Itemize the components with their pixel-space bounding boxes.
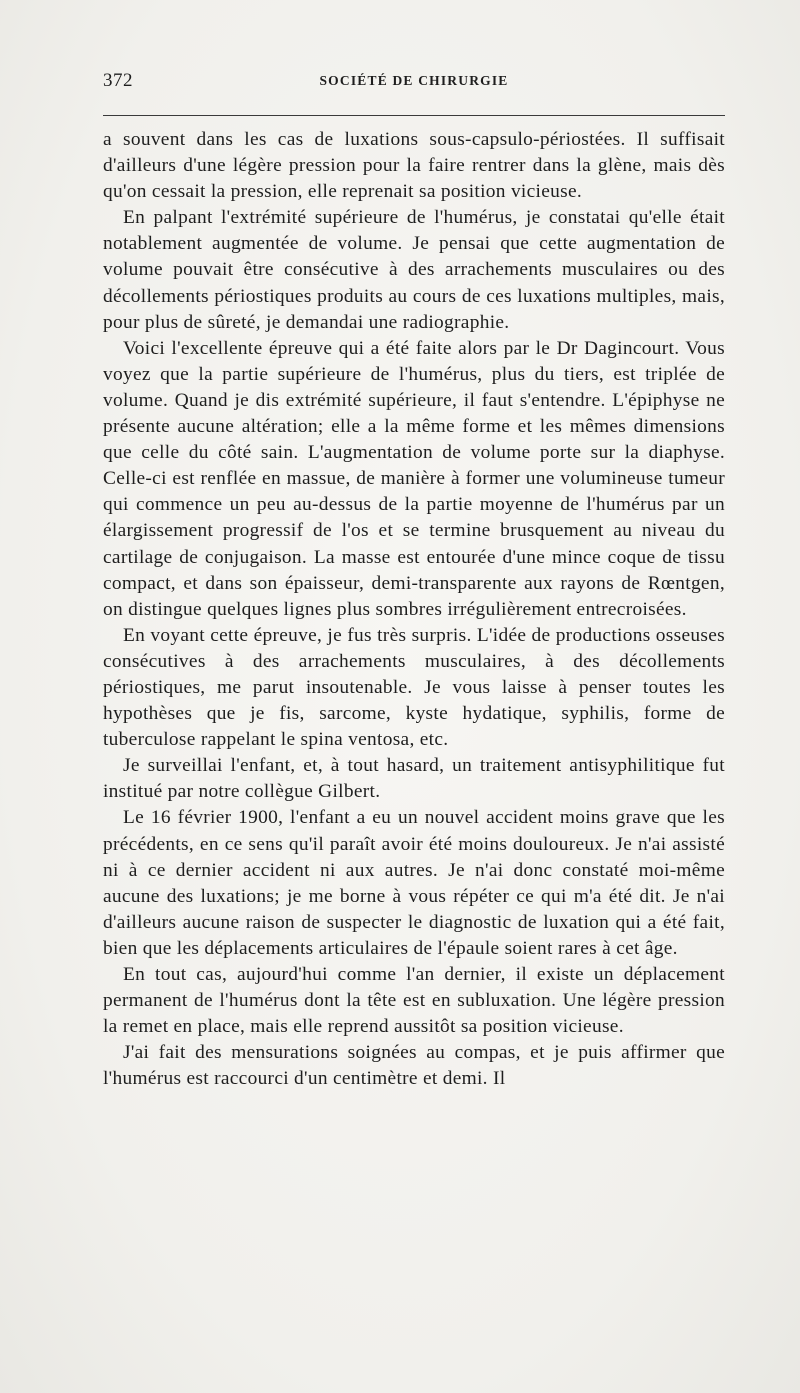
paragraph: J'ai fait des mensurations soignées au compas, et je puis affirmer que l'humérus est raccourci d'un centimètre et demi. Il bbox=[103, 1042, 725, 1090]
paragraph: En palpant l'extrémité supérieure de l'humérus, je constatai qu'elle était notablement augmentée de volume. Je pensai que cette augmentation de volume pouvait être consécutive à des arrachements musculaires ou des décollements périostiques produits au cours de ces luxations multiples, mais, pour plus de sûreté, je demandai une radiographie. bbox=[103, 207, 725, 333]
paragraph: En tout cas, aujourd'hui comme l'an dernier, il existe un déplacement permanent de l'humérus dont la tête est en subluxation. Une légère pression la remet en place, mais elle reprend aussitôt sa position vicieuse. bbox=[103, 964, 725, 1038]
paragraph: Le 16 février 1900, l'enfant a eu un nouvel accident moins grave que les précédents, en ce sens qu'il paraît avoir été moins douloureux. Je n'ai assisté ni à ce dernier accident ni aux autres. Je n'ai donc constaté moi-même aucune des luxations; je me borne à vous répéter ce qui m'a été dit. Je n'ai d'ailleurs aucune raison de suspecter le diagnostic de luxation qui a été fait, bien que les déplacements articulaires de l'épaule soient rares à cet âge. bbox=[103, 807, 725, 959]
paragraph: Voici l'excellente épreuve qui a été faite alors par le Dr Dagincourt. Vous voyez que la partie supérieure de l'humérus, plus du tiers, est triplée de volume. Quand je dis extrémité supérieure, il faut s'entendre. L'épiphyse ne présente aucune altération; elle a la même forme et les mêmes dimensions que celle du côté sain. L'augmentation de volume porte sur la diaphyse. Celle-ci est renflée en massue, de manière à former une volumineuse tumeur qui commence un peu au-dessus de la partie moyenne de l'humérus par un élargissement progressif de l'os et se termine brusquement au niveau du cartilage de conjugaison. La masse est entourée d'une mince coque de tissu compact, et dans son épaisseur, demi-transparente aux rayons de Rœntgen, on distingue quelques lignes plus sombres irrégulièrement entrecroisées. bbox=[103, 337, 725, 620]
header-rule bbox=[103, 115, 725, 116]
page-number: 372 bbox=[103, 70, 133, 91]
paragraph: En voyant cette épreuve, je fus très surpris. L'idée de productions osseuses consécutives à des arrachements musculaires, à des décollements périostiques, me parut insoutenable. Je vous laisse à penser toutes les hypothèses que je fis, sarcome, kyste hydatique, syphilis, forme de tuberculose rappelant le spina ventosa, etc. bbox=[103, 624, 725, 751]
body-text bbox=[103, 127, 725, 1092]
running-title: SOCIÉTÉ DE CHIRURGIE bbox=[319, 73, 509, 88]
paragraph: a souvent dans les cas de luxations sous-capsulo-périostées. Il suffisait d'ailleurs d'une légère pression pour la faire rentrer dans la glène, mais dès qu'on cessait la pression, elle reprenait sa position vicieuse. bbox=[103, 129, 725, 203]
page-header bbox=[103, 68, 725, 98]
paragraph: Je surveillai l'enfant, et, à tout hasard, un traitement antisyphilitique fut institué par notre collègue Gilbert. bbox=[103, 755, 725, 803]
